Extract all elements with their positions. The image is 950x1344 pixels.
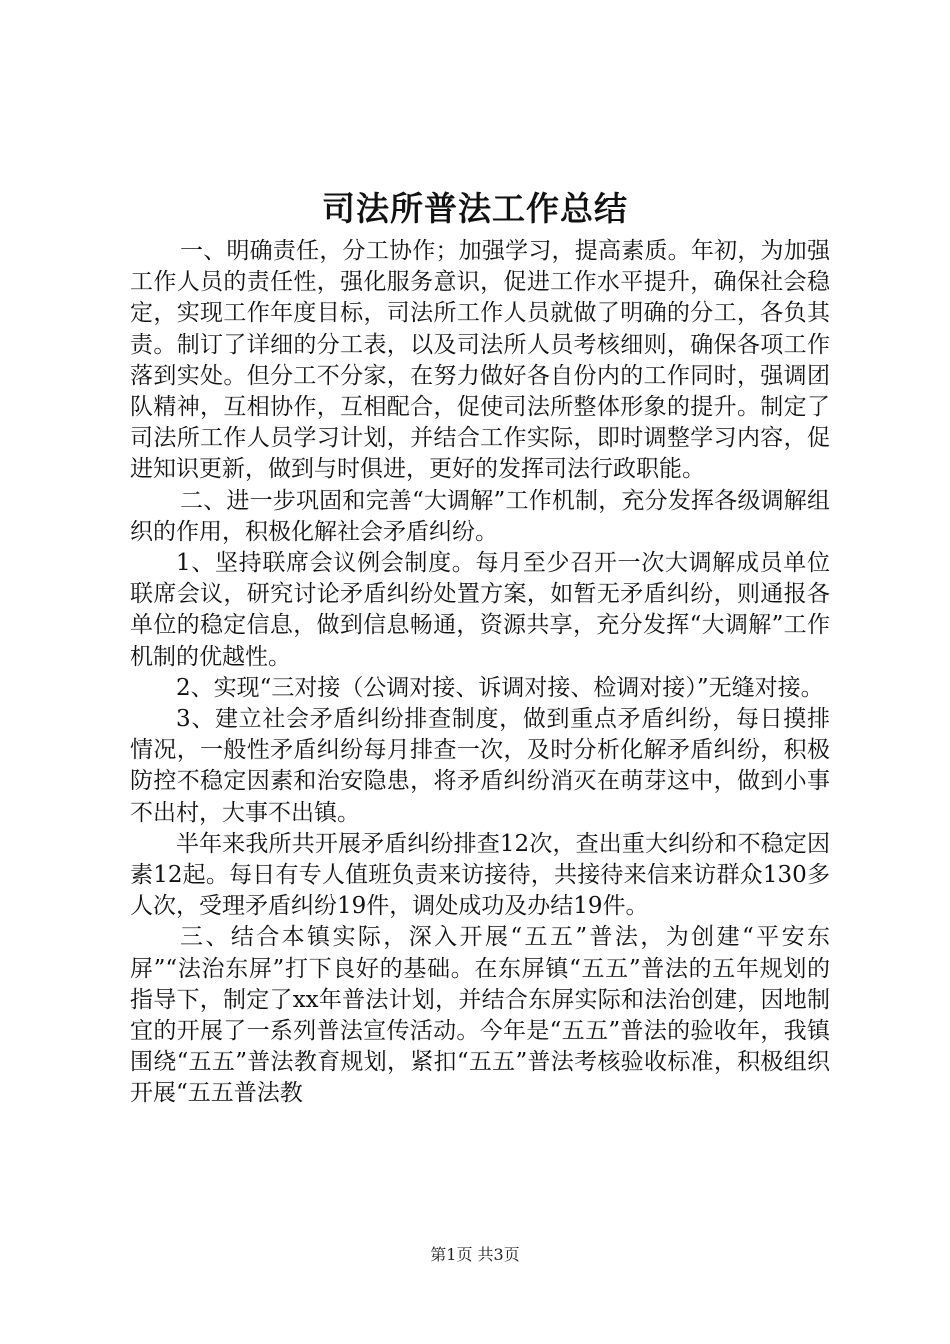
document-title: 司法所普法工作总结 <box>322 189 628 228</box>
paragraph-6: 半年来我所共开展矛盾纠纷排查12次，查出重大纠纷和不稳定因素12起。每日有专人值班负责来访接待，共接待来信来访群众130多人次，受理矛盾纠纷19件，调处成功及办结19件。 <box>130 830 830 920</box>
paragraph-3: 1、坚持联席会议例会制度。每月至少召开一次大调解成员单位联席会议，研究讨论矛盾纠纷处置方案，如暂无矛盾纠纷，则通报各单位的稳定信息，做到信息畅通，资源共享，充分发挥“大调解”工作机制的优越性。 <box>130 550 830 670</box>
paragraph-4: 2、实现“三对接（公调对接、诉调对接、检调对接）”无缝对接。 <box>176 674 824 701</box>
paragraph-5: 3、建立社会矛盾纠纷排查制度，做到重点矛盾纠纷，每日摸排情况，一般性矛盾纠纷每月排查一次，及时分析化解矛盾纠纷，积极防控不稳定因素和治安隐患，将矛盾纠纷消灭在萌芽这中，做到小事不出村，大事不出镇。 <box>130 706 830 826</box>
paragraph-1: 一、明确责任，分工协作；加强学习，提高素质。年初，为加强工作人员的责任性，强化服务意识，促进工作水平提升，确保社会稳定，实现工作年度目标，司法所工作人员就做了明确的分工，各负其责。制订了详细的分工表，以及司法所人员考核细则，确保各项工作落到实处。但分工不分家，在努力做好各自份内的工作同时，强调团队精神，互相协作，互相配合，促使司法所整体形象的提升。制定了司法所工作人员学习计划，并结合工作实际，即时调整学习内容，促进知识更新，做到与时俱进，更好的发挥司法行政职能。 <box>130 238 830 483</box>
document-body <box>130 236 830 1110</box>
paragraph-2: 二、进一步巩固和完善“大调解”工作机制，充分发挥各级调解组织的作用，积极化解社会矛盾纠纷。 <box>130 487 830 545</box>
page-footer: 第1页 共3页 <box>430 1245 520 1264</box>
paragraph-7: 三、结合本镇实际，深入开展“五五”普法，为创建“平安东屏”“法治东屏”打下良好的基础。在东屏镇“五五”普法的五年规划的指导下，制定了xx年普法计划，并结合东屏实际和法治创建，因地制宜的开展了一系列普法宣传活动。今年是“五五”普法的验收年，我镇围绕“五五”普法教育规划，紧扣“五五”普法考核验收标准，积极组织开展“五五普法教 <box>130 924 830 1107</box>
